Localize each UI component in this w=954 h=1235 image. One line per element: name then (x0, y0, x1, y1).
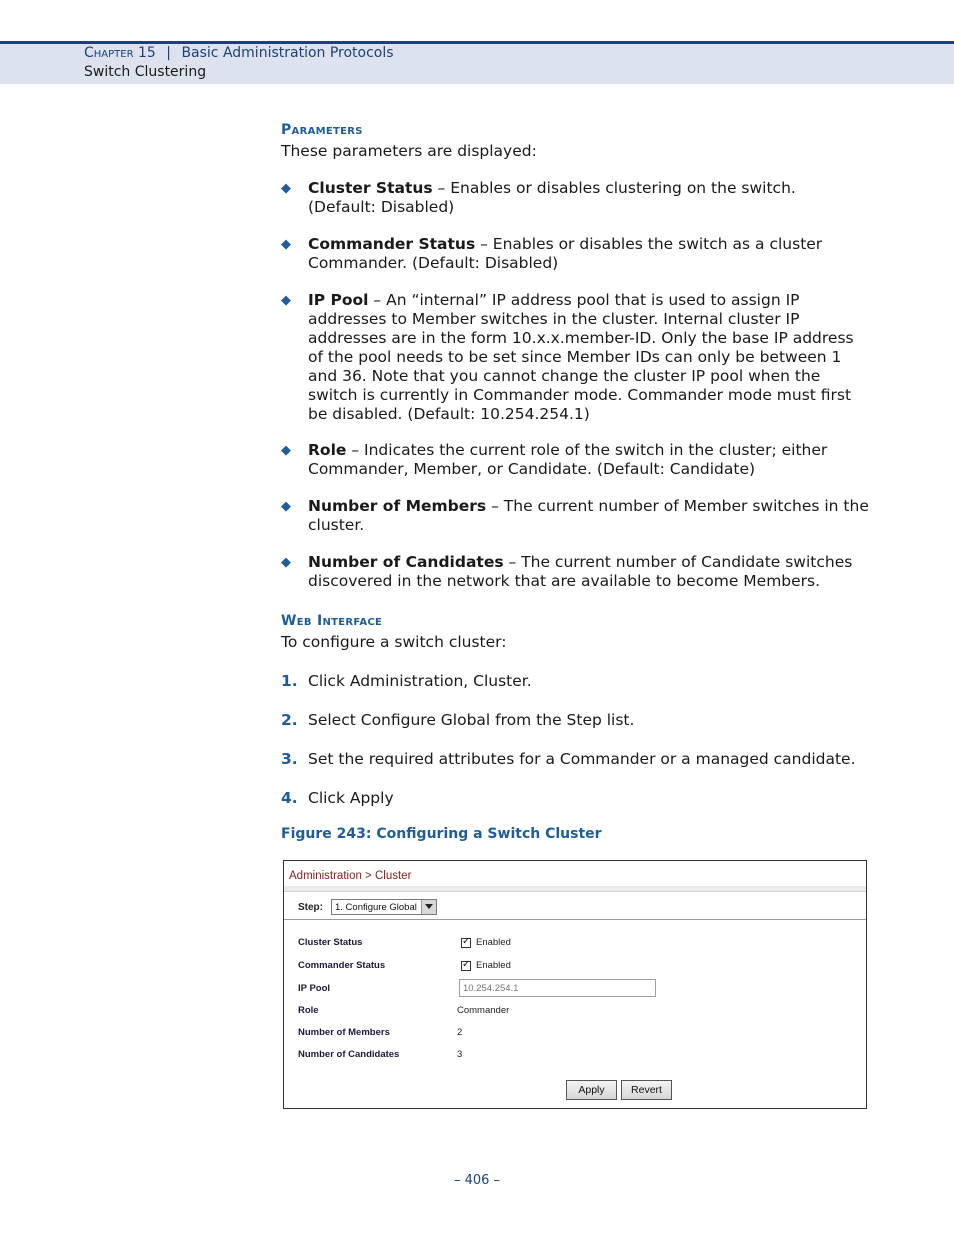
step-number: 3. (281, 750, 298, 768)
web-interface-intro: To configure a switch cluster: (281, 633, 507, 651)
candidates-value: 3 (457, 1049, 463, 1060)
commander-status-checkbox[interactable] (461, 961, 471, 971)
step-number: 1. (281, 672, 298, 690)
bullet-role (281, 441, 876, 479)
breadcrumb-divider (284, 886, 866, 892)
step-divider (284, 919, 866, 920)
bullet-diamond-icon: ◆ (281, 181, 291, 196)
term: IP Pool (308, 291, 369, 309)
desc-line: – An “internal” IP address pool that is used to assign IP (368, 291, 800, 309)
bullet-cluster-status (281, 179, 876, 217)
header-separator: | (166, 45, 171, 61)
apply-button[interactable]: Apply (566, 1080, 617, 1100)
bullet-diamond-icon: ◆ (281, 237, 291, 252)
step-3 (281, 750, 856, 768)
revert-button[interactable]: Revert (621, 1080, 672, 1100)
term: Role (308, 441, 347, 459)
bullet-diamond-icon: ◆ (281, 499, 291, 514)
desc-line: (Default: Disabled) (308, 198, 455, 216)
page-number: – 406 – (453, 1173, 501, 1188)
step-4 (281, 789, 394, 807)
desc-line: – Enables or disables clustering on the switch. (432, 179, 796, 197)
desc-line: – Enables or disables the switch as a cluster (475, 235, 823, 253)
members-label: Number of Members (298, 1027, 390, 1038)
ip-pool-value: 10.254.254.1 (463, 983, 519, 994)
parameters-intro: These parameters are displayed: (281, 142, 537, 160)
chapter-title: Basic Administration Protocols (181, 45, 394, 61)
term: Commander Status (308, 235, 476, 253)
role-value: Commander (457, 1005, 510, 1016)
cluster-status-checkbox[interactable] (461, 938, 471, 948)
ip-pool-label: IP Pool (298, 983, 331, 994)
desc-line: addresses are in the form 10.x.x.member-ID. Only the base IP address (308, 329, 854, 347)
desc-line: discovered in the network that are available to become Members. (308, 572, 821, 590)
bullet-diamond-icon: ◆ (281, 443, 291, 458)
breadcrumb: Administration > Cluster (289, 870, 412, 882)
bullet-commander-status (281, 235, 876, 273)
bullet-diamond-icon: ◆ (281, 293, 291, 308)
term: Number of Members (308, 497, 487, 515)
step-select[interactable] (331, 899, 437, 915)
desc-line: – The current number of Candidate switches (503, 553, 853, 571)
desc-line: Commander. (Default: Disabled) (308, 254, 559, 272)
desc-line: and 36. Note that you cannot change the cluster IP pool when the (308, 367, 821, 385)
desc-line: – Indicates the current role of the switch in the cluster; either (346, 441, 828, 459)
bullet-number-of-members (281, 497, 876, 535)
running-header-section: Switch Clustering (84, 64, 207, 80)
role-label: Role (298, 1005, 319, 1016)
web-interface-heading: Web Interface (281, 613, 383, 629)
desc-line: be disabled. (Default: 10.254.254.1) (308, 405, 590, 423)
step-text: Click Administration, Cluster. (308, 672, 532, 690)
commander-status-label: Commander Status (298, 960, 386, 971)
desc-line: cluster. (308, 516, 365, 534)
step-text: Set the required attributes for a Commander or a managed candidate. (308, 750, 856, 768)
candidates-label: Number of Candidates (298, 1049, 400, 1060)
step-2 (281, 711, 634, 729)
term: Number of Candidates (308, 553, 504, 571)
step-number: 2. (281, 711, 298, 729)
parameters-heading: Parameters (281, 122, 363, 138)
step-text: Click Apply (308, 789, 394, 807)
cluster-status-enabled-label: Enabled (476, 937, 511, 948)
bullet-ip-pool (281, 291, 876, 424)
step-1 (281, 672, 532, 690)
desc-line: Commander, Member, or Candidate. (Default: Candidate) (308, 460, 756, 478)
step-text: Select Configure Global from the Step list. (308, 711, 635, 729)
bullet-number-of-candidates (281, 553, 876, 591)
step-number: 4. (281, 789, 298, 807)
cluster-config-screenshot (283, 860, 867, 1109)
bullet-diamond-icon: ◆ (281, 555, 291, 570)
chevron-down-icon[interactable] (421, 900, 436, 914)
figure-caption: Figure 243: Configuring a Switch Cluster (281, 826, 602, 842)
term: Cluster Status (308, 179, 433, 197)
desc-line: of the pool needs to be set since Member IDs can only be between 1 (308, 348, 842, 366)
desc-line: – The current number of Member switches in the (486, 497, 869, 515)
step-select-value: 1. Configure Global (335, 902, 417, 913)
chapter-number: Chapter 15 (84, 45, 156, 61)
desc-line: addresses to Member switches in the cluster. Internal cluster IP (308, 310, 800, 328)
desc-line: switch is currently in Commander mode. Commander mode must first (308, 386, 852, 404)
ip-pool-input[interactable] (459, 979, 656, 997)
commander-status-enabled-label: Enabled (476, 960, 511, 971)
members-value: 2 (457, 1027, 463, 1038)
running-header-chapter (84, 45, 394, 61)
cluster-status-label: Cluster Status (298, 937, 363, 948)
step-label: Step: (298, 902, 323, 913)
